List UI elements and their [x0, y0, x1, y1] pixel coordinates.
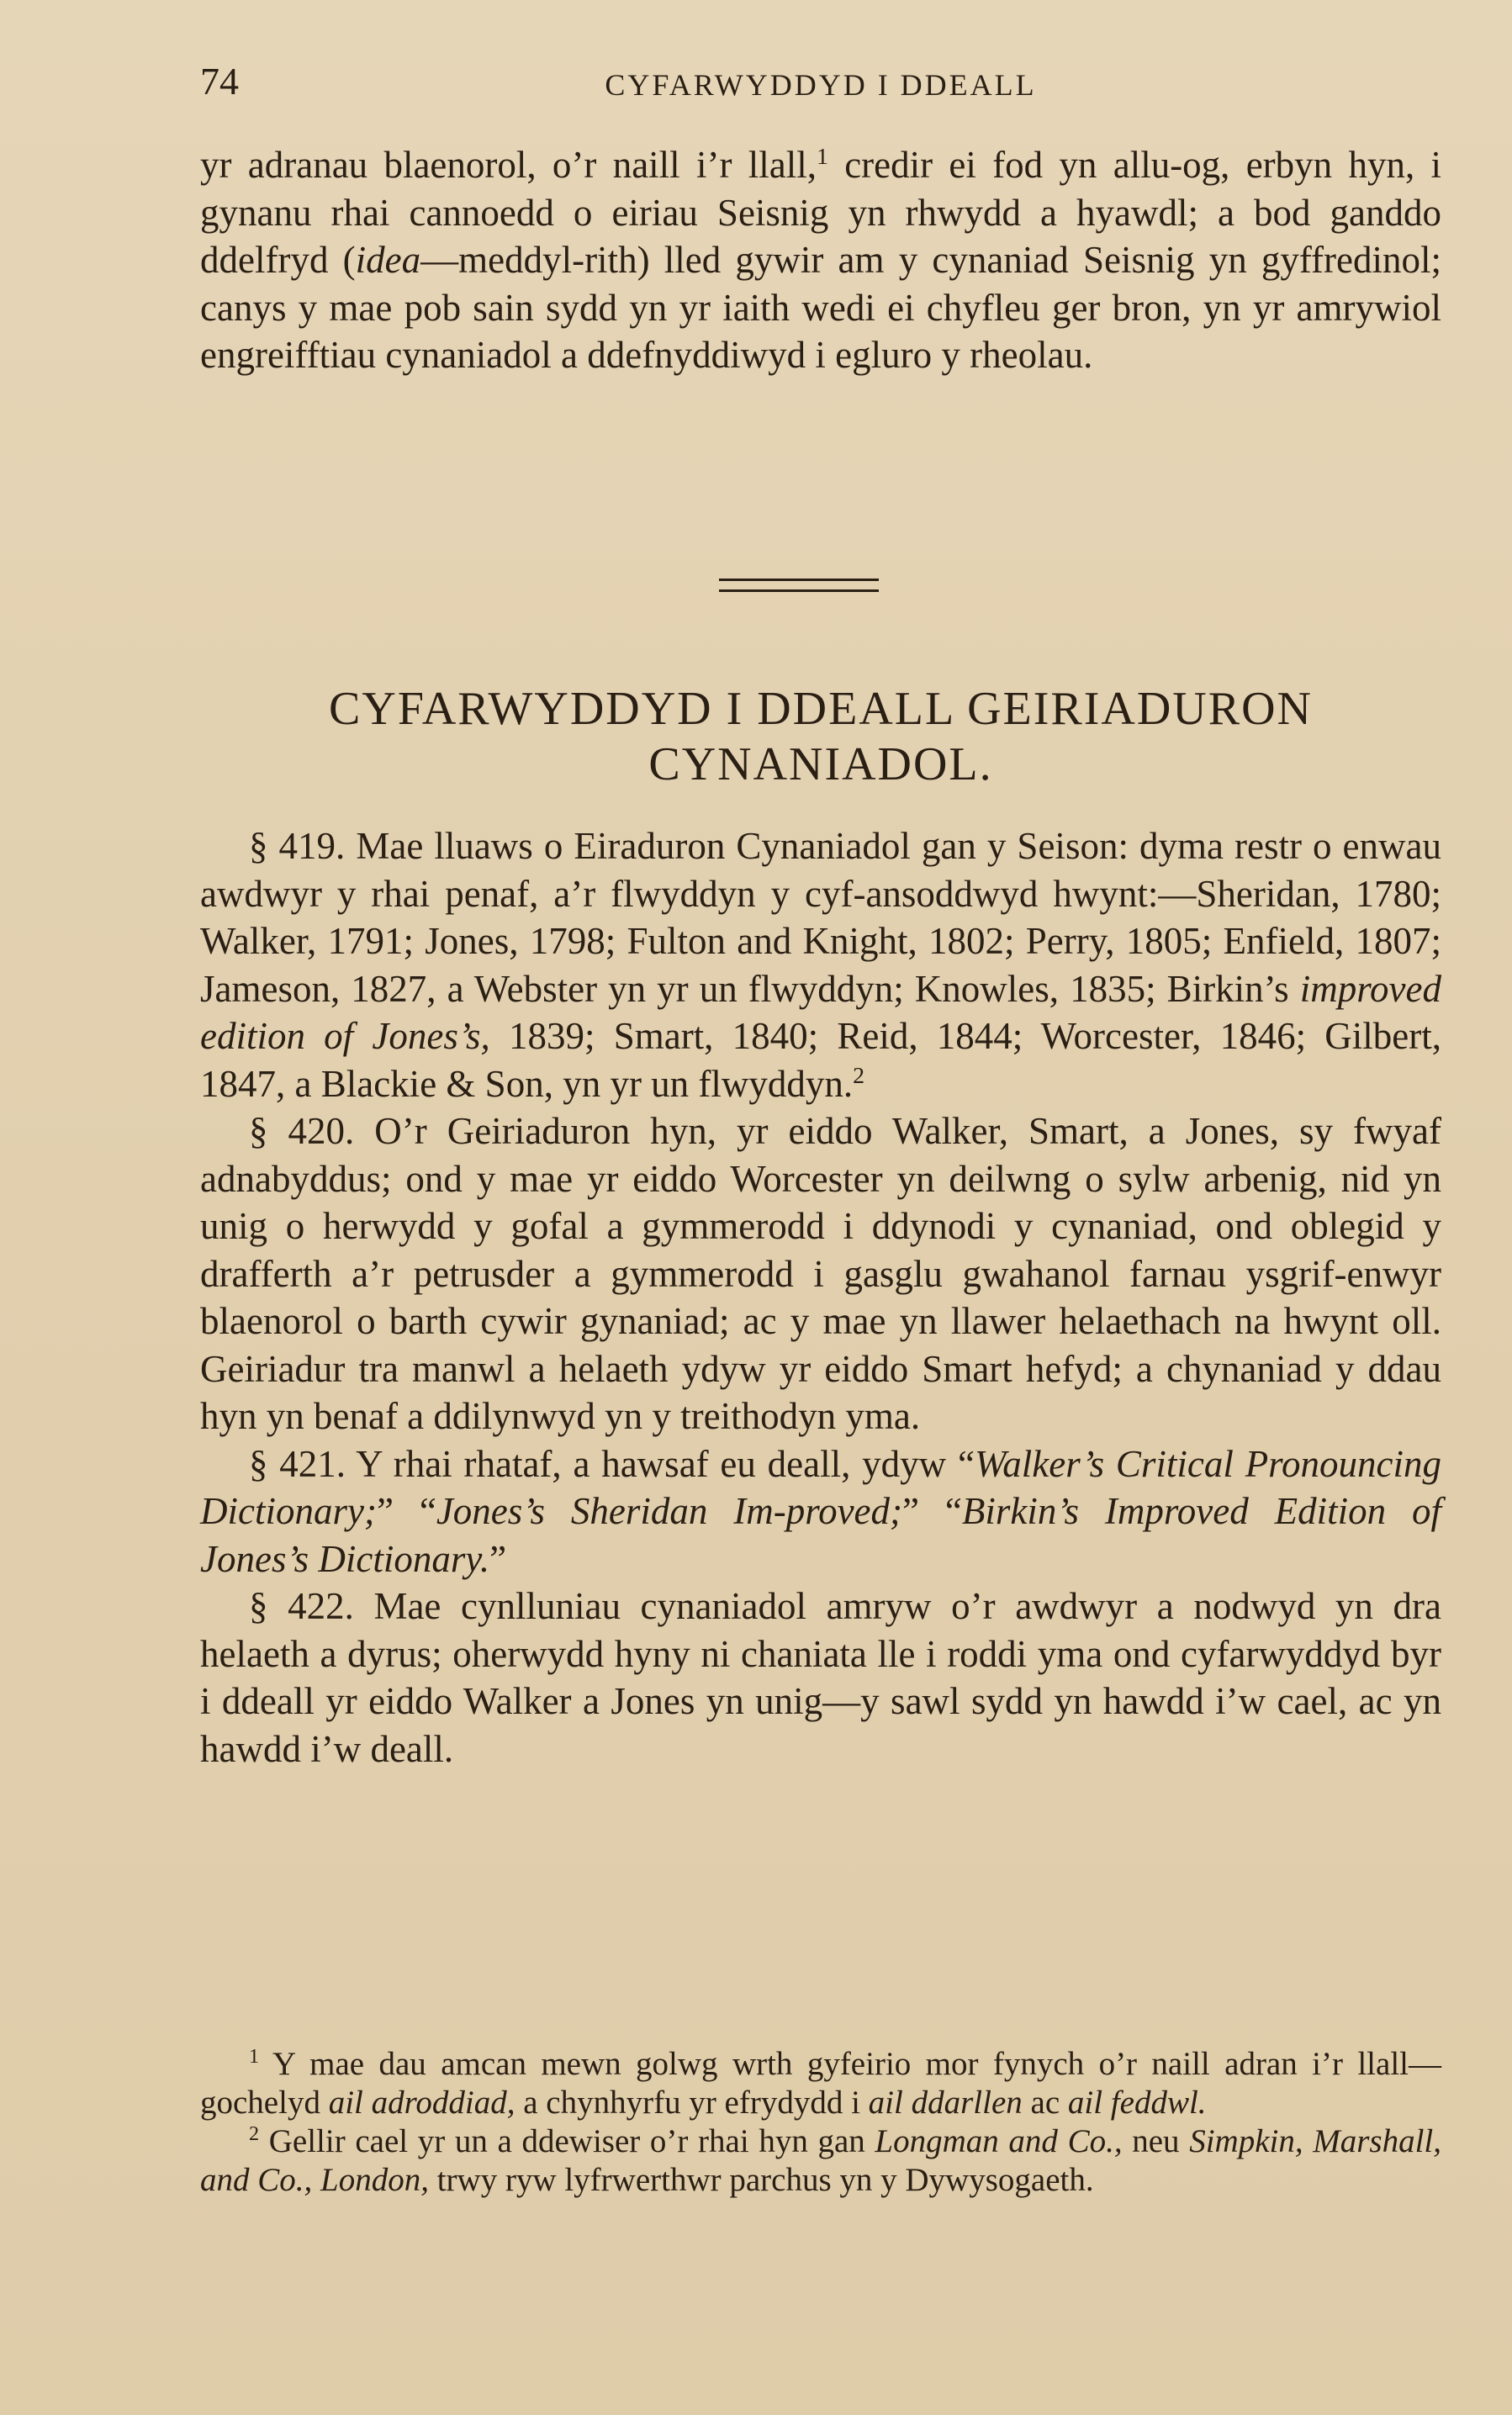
section-419 — [200, 822, 1441, 1107]
footnote-italic: ail ddarllen — [868, 2085, 1023, 2121]
intro-text: —meddyl-rith) lled gywir am y cynaniad Seisnig yn gyffredinol; canys y mae pob sain sydd yn yr iaith wedi ei chyfleu ger bron, yn yr amrywiol engreifftiau cynaniadol a ddefnyddiwyd i egluro y rheolau. — [200, 239, 1441, 376]
page-number: 74 — [200, 60, 239, 103]
footnote-text: ac — [1022, 2085, 1068, 2121]
section-422: § 422. Mae cynlluniau cynaniadol amryw o’r awdwyr a nodwyd yn dra helaeth a dyrus; oherwydd hyny ni chaniata lle i roddi yma ond cyfarwyddyd byr i ddeall yr eiddo Walker a Jones yn unig—y sawl sydd yn hawdd i’w cael, ac yn hawdd i’w deall. — [200, 1585, 1441, 1770]
section-text: 1839; Smart, 1840; Reid, 1844; Worcester, 1846; Gilbert, 1847, a Blackie & Son, yn yr un flwyddyn. — [200, 1015, 1441, 1105]
intro-italic: idea — [355, 239, 421, 281]
section-text: ” “ — [376, 1490, 436, 1532]
footnote-1 — [200, 2045, 1441, 2122]
sections-body — [200, 822, 1441, 1773]
footnote-ref-1[interactable]: 1 — [816, 144, 828, 170]
section-text: ” — [489, 1537, 507, 1580]
footnote-2 — [200, 2122, 1441, 2200]
footnote-text: Y mae dau amcan mewn golwg wrth gyfeirio mor fynych o’r naill adran i’r llall—gochelyd — [200, 2046, 1441, 2121]
footnotes — [200, 2045, 1441, 2200]
footnote-mark: 1 — [249, 2045, 260, 2068]
running-head: CYFARWYDDYD I DDEALL — [605, 68, 1037, 102]
section-divider-rule — [719, 579, 879, 592]
footnote-italic: Longman and Co., — [875, 2123, 1123, 2159]
section-text: § 421. Y rhai rhataf, a hawsaf eu deall, ydyw “ — [249, 1442, 975, 1485]
footnote-ref-2[interactable]: 2 — [853, 1062, 865, 1089]
footnote-text: Gellir cael yr un a ddewiser o’r rhai hyn gan — [259, 2123, 875, 2159]
book-title: Birkin’s Improved Edition of Jones’s Dictionary. — [200, 1490, 1442, 1580]
footnote-mark: 2 — [249, 2122, 260, 2145]
section-421 — [200, 1440, 1441, 1583]
intro-text: credir ei fod yn allu-og, erbyn hyn, i gynanu rhai cannoedd o eiriau Seisnig yn rhwydd a hyawdl; a bod ganddo ddelfryd ( — [200, 144, 1441, 281]
chapter-title-line-1: CYFARWYDDYD I DDEALL GEIRIADURON — [329, 683, 1313, 735]
chapter-title — [200, 681, 1441, 792]
section-italic: improved edition of Jones’s, — [200, 967, 1441, 1057]
intro-paragraph — [200, 141, 1441, 379]
footnote-italic: ail adroddiad, — [328, 2085, 515, 2121]
intro-text: yr adranau blaenorol, o’r naill i’r llall, — [200, 144, 817, 186]
section-text: § 419. Mae lluaws o Eiraduron Cynaniadol gan y Seison: dyma restr o enwau awdwyr y rhai penaf, a’r flwyddyn y cyf-ansoddwyd hwynt:—Sheridan, 1780; Walker, 1791; Jones, 1798; Fulton and Knight, 1802; Perry, 1805; Enfield, 1807; Jameson, 1827, a Webster yn yr un flwyddyn; Knowles, 1835; Birkin’s — [200, 825, 1441, 1010]
footnote-italic: Simpkin, Marshall, and Co., London, — [200, 2123, 1441, 2198]
footnote-text: trwy ryw lyfrwerthwr parchus yn y Dywysogaeth. — [428, 2162, 1094, 2198]
section-420: § 420. O’r Geiriaduron hyn, yr eiddo Walker, Smart, a Jones, sy fwyaf adnabyddus; ond y mae yr eiddo Worcester yn deilwng o sylw arbenig, nid yn unig o herwydd y gofal a gymmerodd i ddynodi y cynaniad, ond oblegid y drafferth a’r petrusder a gymmerodd i gasglu gwahanol farnau ysgrif-enwyr blaenorol o barth cywir gynaniad; ac y mae yn llawer helaethach na hwynt oll. Geiriadur tra manwl a helaeth ydyw yr eiddo Smart hefyd; a chynaniad y ddau hyn yn benaf a ddilynwyd yn y treithodyn yma. — [200, 1110, 1441, 1437]
section-text: ” “ — [902, 1490, 962, 1532]
page-header — [200, 59, 1441, 109]
chapter-title-line-2: CYNANIADOL. — [648, 738, 993, 790]
book-title: Walker’s Critical Pronouncing Dictionary; — [200, 1442, 1442, 1532]
footnote-text: neu — [1122, 2123, 1190, 2159]
book-title: Jones’s Sheridan Im-proved; — [436, 1490, 902, 1532]
footnote-text: a chynhyrfu yr efrydydd i — [515, 2085, 869, 2121]
footnote-italic: ail feddwl. — [1067, 2085, 1207, 2121]
